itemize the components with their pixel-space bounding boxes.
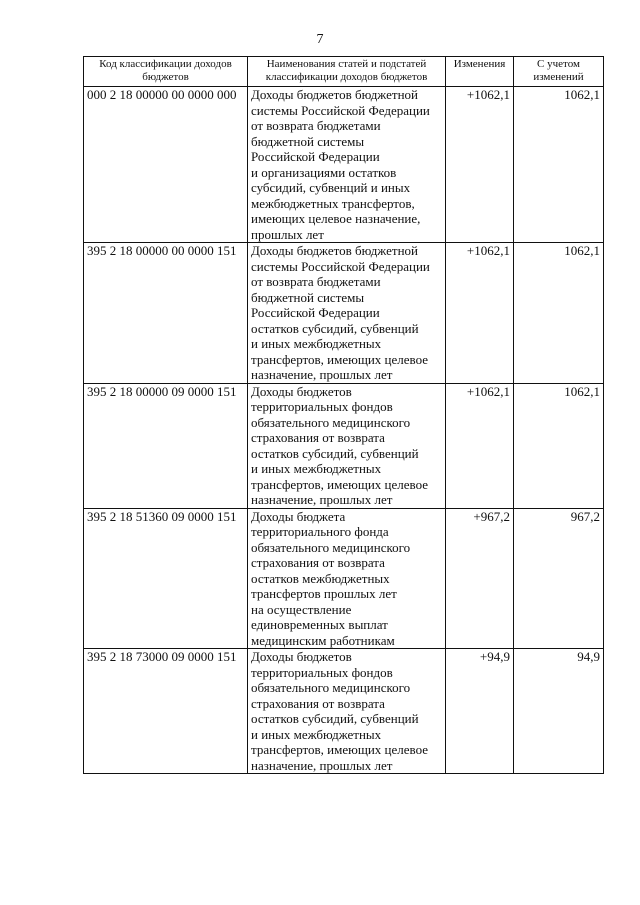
revenue-changes-table xyxy=(83,56,604,774)
header-name: Наименования статей и подстатей классификации доходов бюджетов xyxy=(248,57,446,87)
cell-name: Доходы бюджетов территориальных фондов обязательного медицинского страхования от возврата остатков субсидий, субвенций и иных межбюджетных трансфертов, имеющих целевое назначение, прошлых лет xyxy=(248,383,446,508)
cell-code: 000 2 18 00000 00 0000 000 xyxy=(84,87,248,243)
header-code: Код классификации доходов бюджетов xyxy=(84,57,248,87)
table-row xyxy=(84,508,604,649)
table-header-row xyxy=(84,57,604,87)
table-row xyxy=(84,87,604,243)
cell-name: Доходы бюджетов территориальных фондов обязательного медицинского страхования от возврата остатков субсидий, субвенций и иных межбюджетных трансфертов, имеющих целевое назначение, прошлых лет xyxy=(248,649,446,774)
cell-total: 94,9 xyxy=(514,649,604,774)
cell-change: +94,9 xyxy=(446,649,514,774)
page-number: 7 xyxy=(316,32,324,47)
cell-name: Доходы бюджетов бюджетной системы Российской Федерации от возврата бюджетами бюджетной системы Российской Федерации и организациями остатков субсидий, субвенций и иных межбюджетных трансфертов, имеющих целевое назначение, прошлых лет xyxy=(248,87,446,243)
table-row xyxy=(84,383,604,508)
cell-code: 395 2 18 73000 09 0000 151 xyxy=(84,649,248,774)
cell-total: 1062,1 xyxy=(514,87,604,243)
cell-code: 395 2 18 00000 00 0000 151 xyxy=(84,243,248,384)
table-row xyxy=(84,649,604,774)
cell-total: 1062,1 xyxy=(514,243,604,384)
table-row xyxy=(84,243,604,384)
cell-change: +1062,1 xyxy=(446,383,514,508)
cell-name: Доходы бюджетов бюджетной системы Российской Федерации от возврата бюджетами бюджетной системы Российской Федерации остатков субсидий, субвенций и иных межбюджетных трансфертов, имеющих целевое назначение, прошлых лет xyxy=(248,243,446,384)
cell-total: 1062,1 xyxy=(514,383,604,508)
cell-change: +1062,1 xyxy=(446,243,514,384)
header-total: С учетом изменений xyxy=(514,57,604,87)
cell-total: 967,2 xyxy=(514,508,604,649)
cell-code: 395 2 18 00000 09 0000 151 xyxy=(84,383,248,508)
header-change: Изменения xyxy=(446,57,514,87)
cell-change: +1062,1 xyxy=(446,87,514,243)
cell-name: Доходы бюджета территориального фонда обязательного медицинского страхования от возврата остатков межбюджетных трансфертов прошлых лет на осуществление единовременных выплат медицинским работникам xyxy=(248,508,446,649)
cell-change: +967,2 xyxy=(446,508,514,649)
cell-code: 395 2 18 51360 09 0000 151 xyxy=(84,508,248,649)
